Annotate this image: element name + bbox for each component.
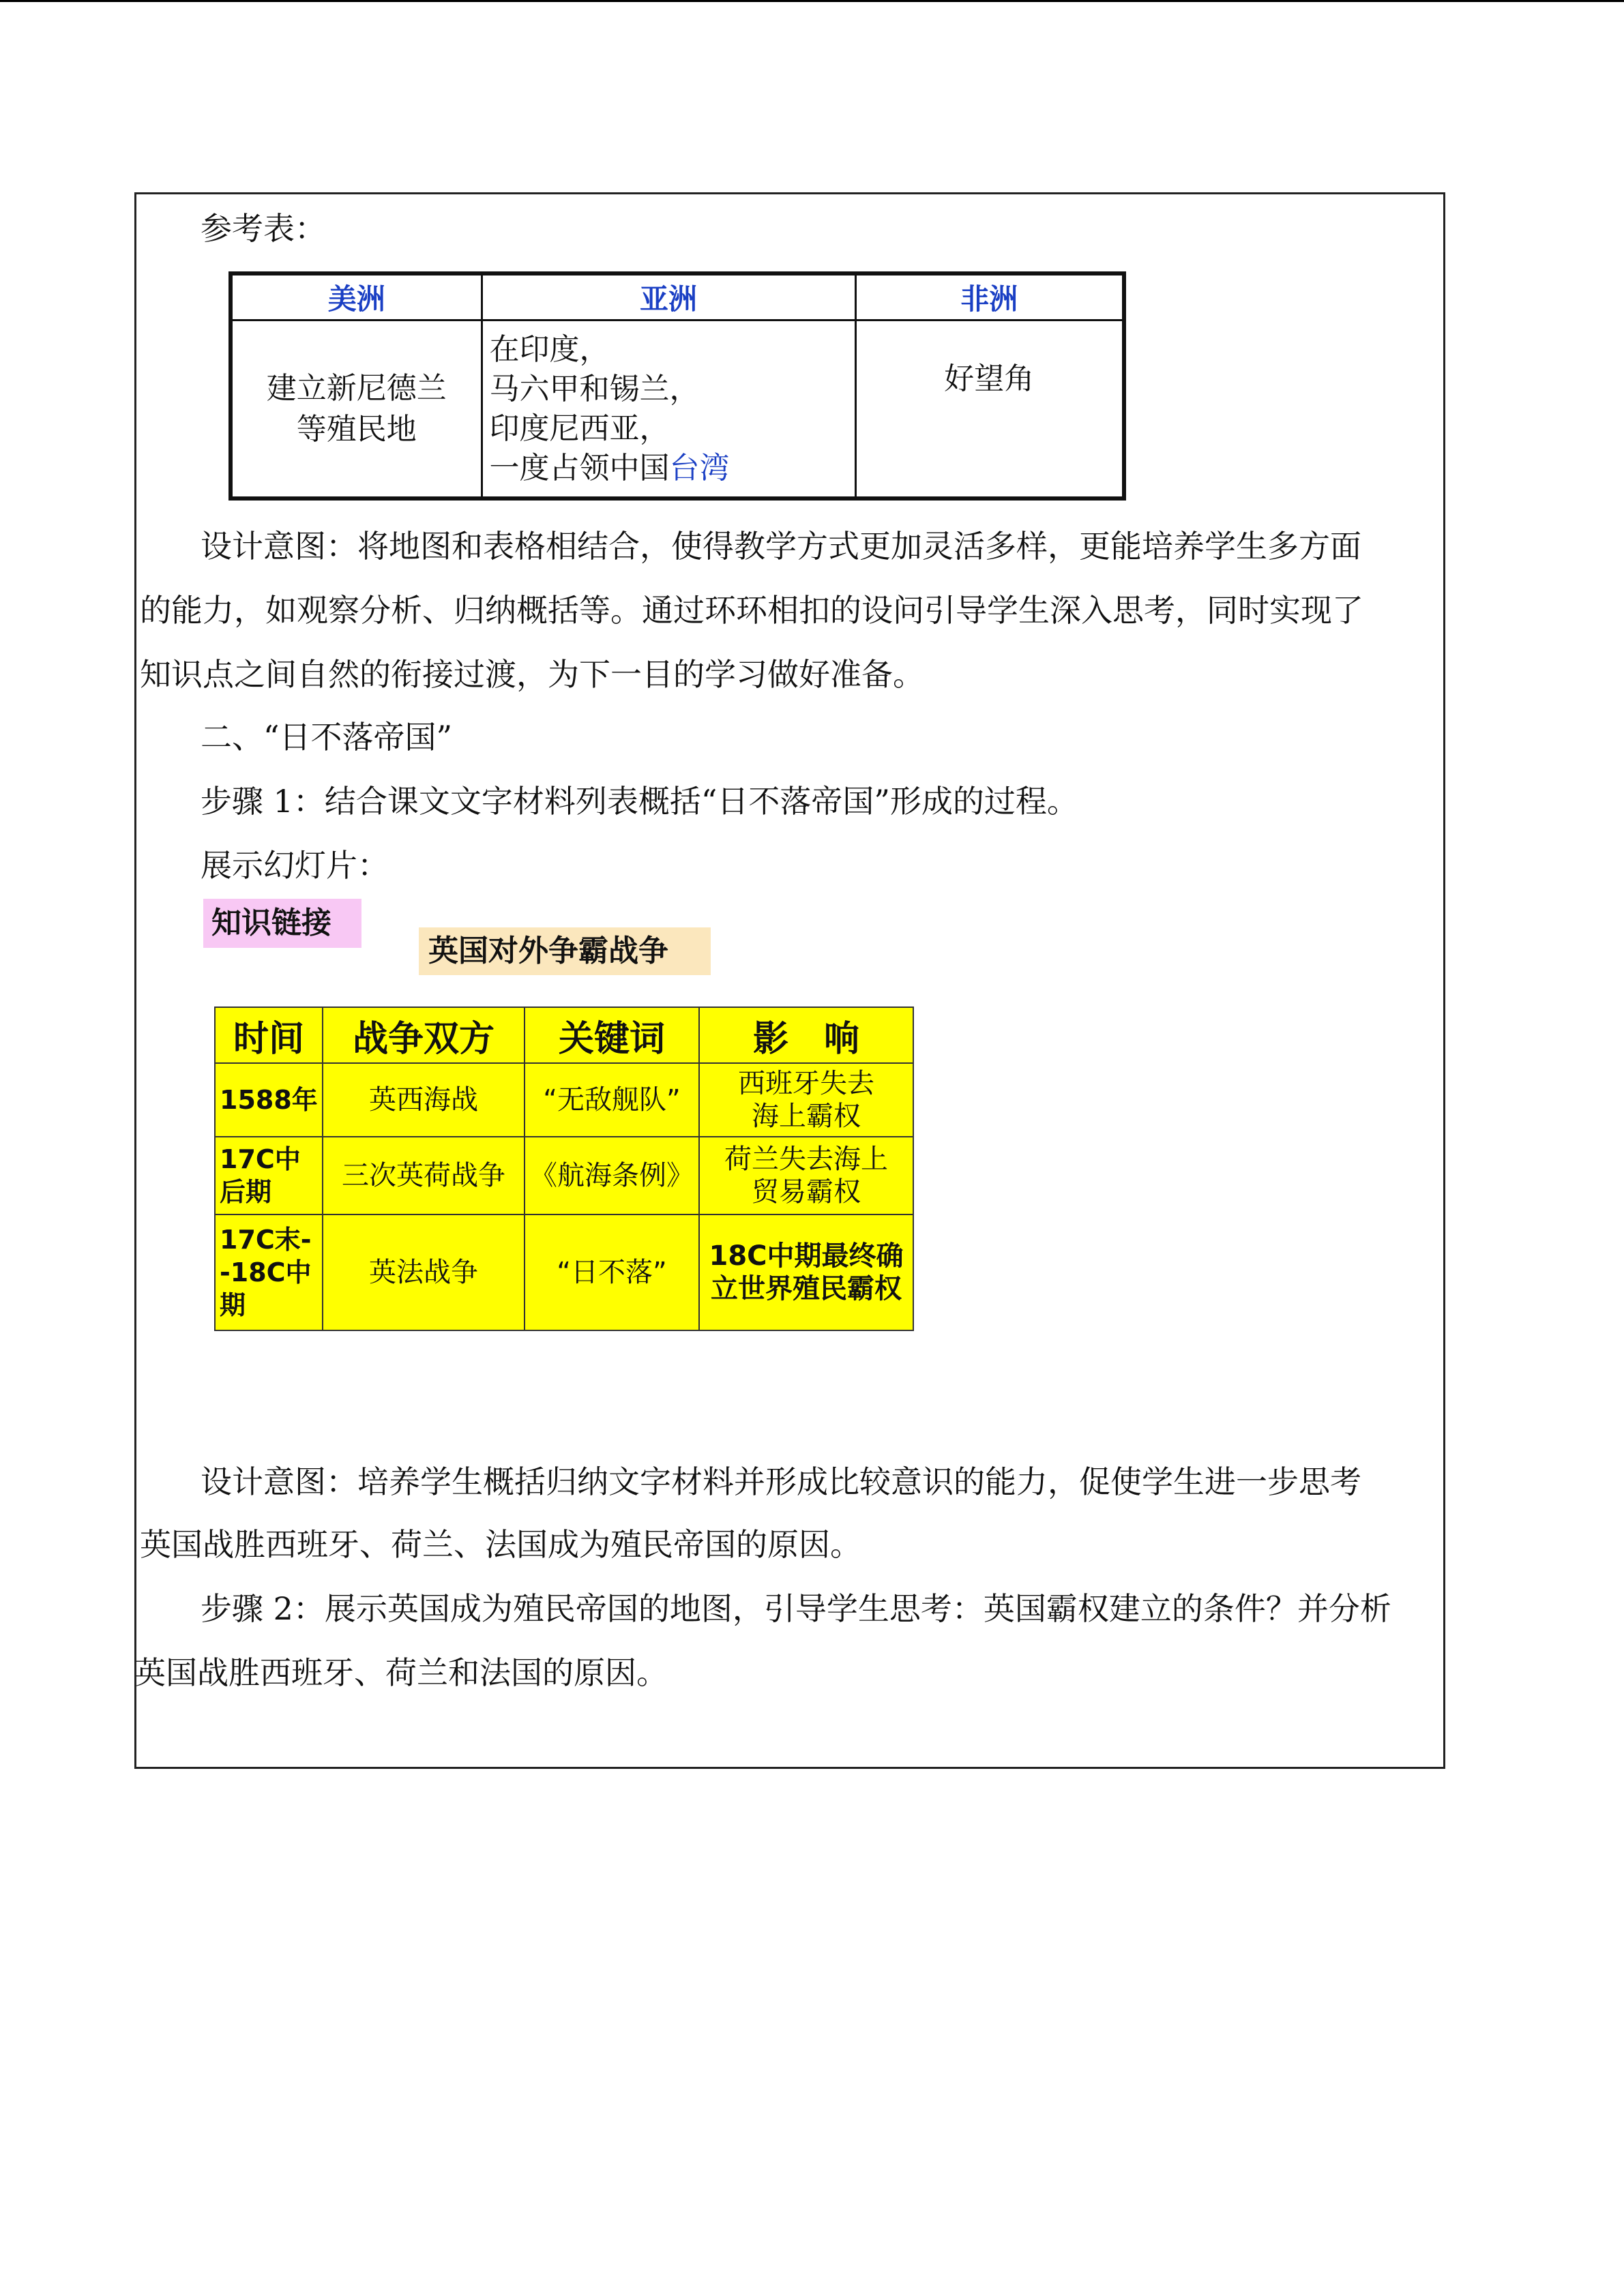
wars-cell-keyword: “日不落” (525, 1214, 699, 1330)
wars-cell-effect (699, 1214, 913, 1330)
reference-header-africa: 非洲 (855, 273, 1124, 320)
asia-last-prefix: 一度占领中国 (489, 450, 670, 486)
wars-cell-period (215, 1214, 323, 1330)
americas-line: 等殖民地 (296, 411, 417, 447)
effect-line: 海上霸权 (752, 1101, 861, 1132)
slides-label: 展示幻灯片： (201, 847, 389, 884)
wars-table-header-row (215, 1007, 913, 1063)
wars-header-effect: 影 响 (699, 1007, 913, 1063)
page-top-rule (0, 0, 1624, 2)
asia-line-last (490, 449, 855, 488)
design-intent-1-line: 设计意图：将地图和表格相结合，使得教学方式更加灵活多样，更能培养学生多方面 (201, 528, 1361, 565)
americas-line: 建立新尼德兰 (266, 370, 447, 406)
wars-header-parties: 战争双方 (323, 1007, 525, 1063)
wars-cell-period (215, 1137, 323, 1214)
period-line: 17C中 (220, 1144, 301, 1174)
wars-cell-period: 1588年 (215, 1063, 323, 1137)
step-2-line: 步骤 2：展示英国成为殖民帝国的地图，引导学生思考：英国霸权建立的条件？并分析 (201, 1590, 1391, 1627)
wars-table-row (215, 1063, 913, 1137)
reference-table-row (231, 320, 1124, 499)
wars-cell-effect (699, 1063, 913, 1137)
period-line: 后期 (220, 1177, 272, 1207)
period-line: 17C末- (220, 1225, 312, 1255)
wars-cell-keyword: 《航海条例》 (525, 1137, 699, 1214)
effect-line: 荷兰失去海上 (724, 1144, 888, 1175)
reference-table (228, 271, 1126, 501)
reference-cell-africa: 好望角 (855, 320, 1124, 499)
asia-highlight-taiwan: 台湾 (669, 450, 730, 486)
period-line: -18C中 (220, 1257, 312, 1287)
step-2-line: 英国战胜西班牙、荷兰和法国的原因。 (134, 1654, 668, 1691)
wars-cell-parties: 英法战争 (323, 1214, 525, 1330)
knowledge-link-tag: 知识链接 (203, 899, 361, 948)
step-1-text: 步骤 1：结合课文文字材料列表概括“日不落帝国”形成的过程。 (201, 783, 1078, 820)
wars-cell-effect (699, 1137, 913, 1214)
design-intent-2-line: 英国战胜西班牙、荷兰、法国成为殖民帝国的原因。 (140, 1526, 861, 1563)
reference-label: 参考表： (201, 210, 326, 247)
reference-cell-asia (482, 320, 855, 499)
wars-cell-keyword: “无敌舰队” (525, 1063, 699, 1137)
effect-line: 立世界殖民霸权 (711, 1273, 902, 1304)
effect-line: 贸易霸权 (752, 1176, 861, 1208)
design-intent-2-line: 设计意图：培养学生概括归纳文字材料并形成比较意识的能力，促使学生进一步思考 (201, 1463, 1361, 1500)
design-intent-1-line: 知识点之间自然的衔接过渡，为下一目的学习做好准备。 (140, 656, 924, 693)
asia-line: 在印度， (489, 331, 610, 367)
effect-line: 西班牙失去 (738, 1068, 874, 1099)
reference-cell-americas (231, 320, 482, 499)
period-line: 期 (220, 1290, 246, 1320)
reference-header-americas: 美洲 (231, 273, 482, 320)
effect-line: 18C中期最终确 (709, 1240, 904, 1272)
section-two-title: 二、“日不落帝国” (201, 719, 453, 756)
wars-table-row (215, 1214, 913, 1330)
asia-line: 印度尼西亚， (489, 411, 670, 446)
reference-table-header-row (231, 273, 1124, 320)
wars-table-row (215, 1137, 913, 1214)
reference-header-asia: 亚洲 (482, 273, 855, 320)
wars-title: 英国对外争霸战争 (419, 927, 711, 975)
asia-line: 马六甲和锡兰， (489, 371, 700, 406)
wars-header-keyword: 关键词 (525, 1007, 699, 1063)
wars-cell-parties: 三次英荷战争 (323, 1137, 525, 1214)
wars-header-time: 时间 (215, 1007, 323, 1063)
wars-cell-parties: 英西海战 (323, 1063, 525, 1137)
design-intent-1-line: 的能力，如观察分析、归纳概括等。通过环环相扣的设问引导学生深入思考，同时实现了 (140, 592, 1363, 629)
wars-table (214, 1007, 914, 1331)
